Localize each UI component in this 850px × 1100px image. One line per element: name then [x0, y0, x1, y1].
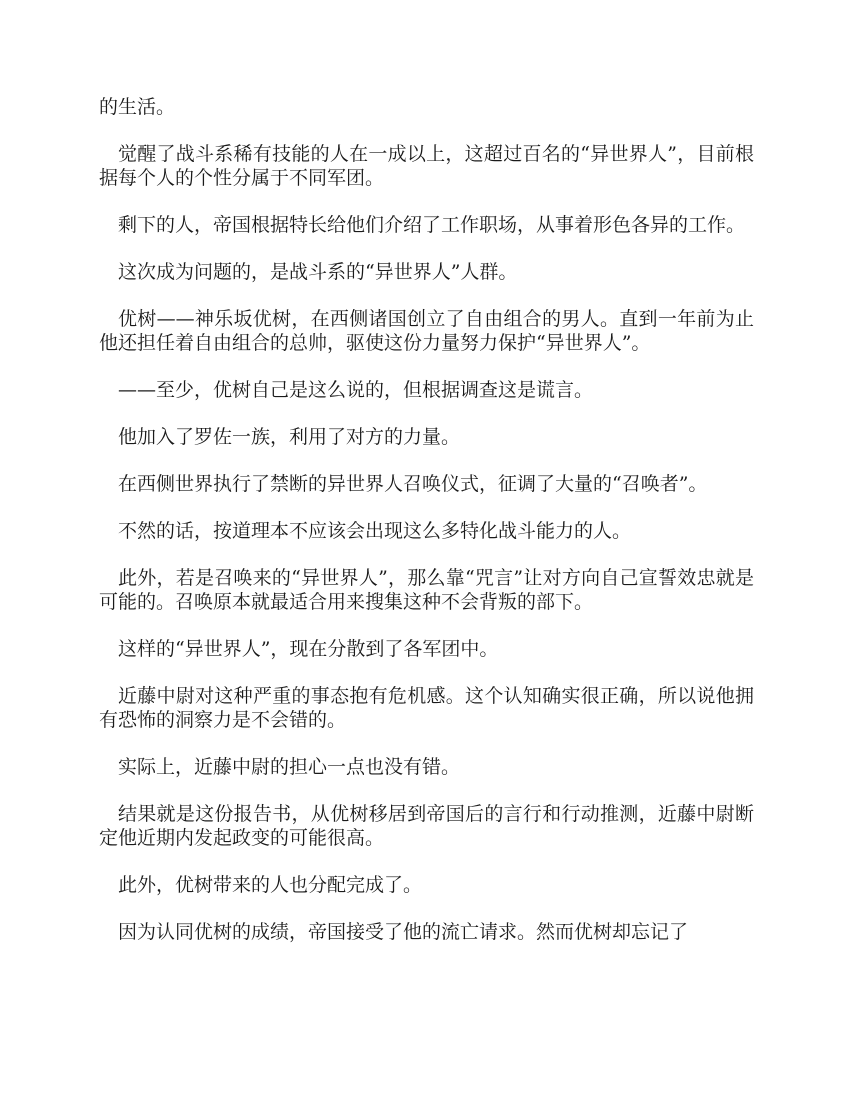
paragraph: 觉醒了战斗系稀有技能的人在一成以上，这超过百名的“异世界人”，目前根据每个人的个性分属于不同军团。 — [99, 143, 754, 189]
paragraph: 剩下的人，帝国根据特长给他们介绍了工作职场，从事着形色各异的工作。 — [118, 214, 746, 236]
paragraph: 近藤中尉对这种严重的事态抱有危机感。这个认知确实很正确，所以说他拥有恐怖的洞察力是不会错的。 — [99, 685, 754, 731]
paragraph: 实际上，近藤中尉的担心一点也没有错。 — [118, 756, 461, 778]
paragraph: 此外，若是召唤来的“异世界人”，那么靠“咒言”让对方向自己宣誓效忠就是可能的。召唤原本就最适合用来搜集这种不会背叛的部下。 — [99, 567, 754, 613]
paragraph: 结果就是这份报告书，从优树移居到帝国后的言行和行动推测，近藤中尉断定他近期内发起政变的可能很高。 — [99, 803, 754, 849]
paragraph: ——至少，优树自己是这么说的，但根据调查这是谎言。 — [118, 379, 594, 401]
paragraph: 的生活。 — [99, 96, 176, 118]
paragraph: 在西侧世界执行了禁断的异世界人召唤仪式，征调了大量的“召唤者”。 — [118, 473, 708, 495]
paragraph: 这样的“异世界人”，现在分散到了各军团中。 — [118, 638, 499, 660]
paragraph: 不然的话，按道理本不应该会出现这么多特化战斗能力的人。 — [118, 520, 632, 542]
paragraph: 此外，优树带来的人也分配完成了。 — [118, 874, 423, 896]
paragraph: 因为认同优树的成绩，帝国接受了他的流亡请求。然而优树却忘记了 — [118, 921, 689, 943]
paragraph: 优树——神乐坂优树，在西侧诸国创立了自由组合的男人。直到一年前为止他还担任着自由组合的总帅，驱使这份力量努力保护“异世界人”。 — [99, 308, 754, 354]
paragraph: 他加入了罗佐一族，利用了对方的力量。 — [118, 426, 461, 448]
body-text — [99, 95, 754, 967]
paragraph: 这次成为问题的，是战斗系的“异世界人”人群。 — [118, 261, 518, 283]
